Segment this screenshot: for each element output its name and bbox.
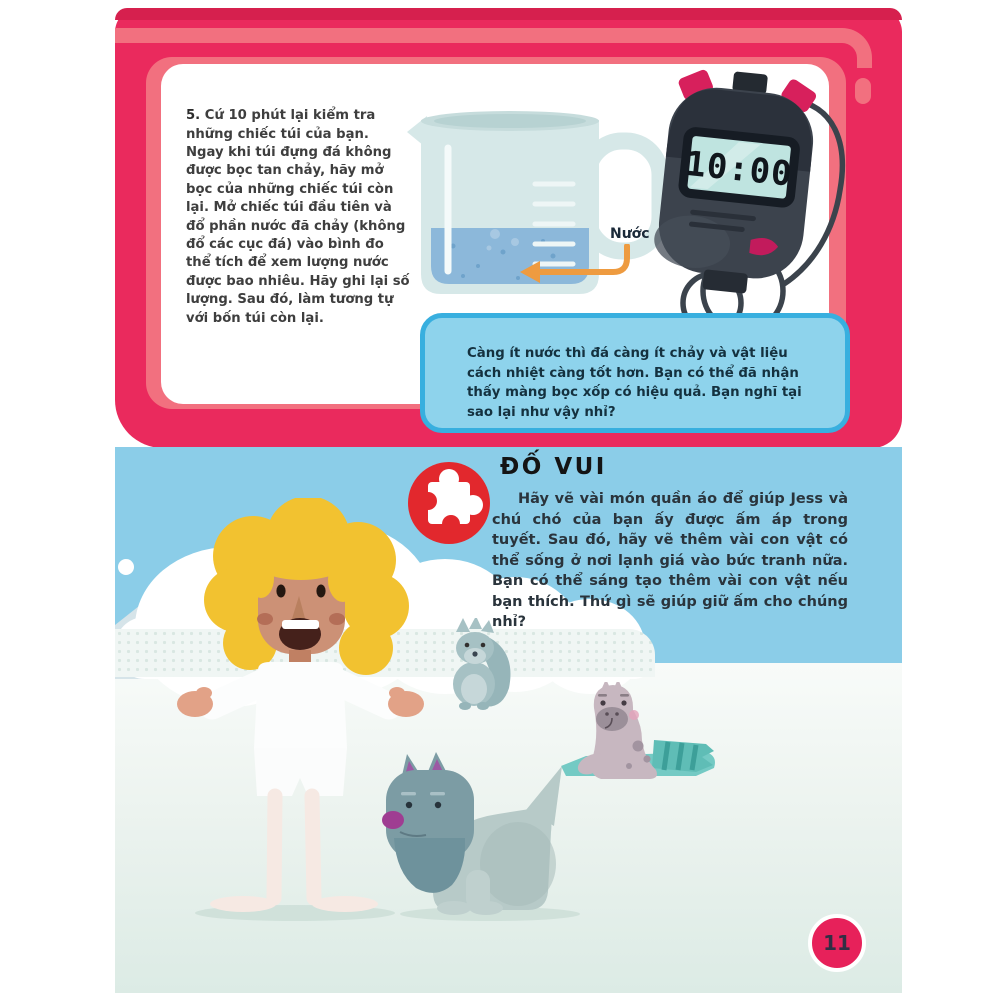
callout-text: Càng ít nước thì đá càng ít chảy và vật liệu cách nhiệt càng tốt hơn. Bạn có thể đã nhận thấy màng bọc xốp có hiệu quả. Bạn nghĩ tại sao lại như vậy nhỉ? (467, 346, 802, 420)
dog-illustration (378, 752, 573, 922)
seal-illustration (556, 682, 726, 792)
page-number: 11 (823, 931, 851, 955)
stopwatch-display: 10:00 (683, 143, 795, 195)
step-number: 5. (186, 108, 201, 124)
water-arrow-icon (518, 244, 640, 290)
page-number-badge (808, 914, 866, 972)
water-label: Nước (610, 226, 650, 242)
step-body: Cứ 10 phút lại kiểm tra những chiếc túi của bạn. Ngay khi túi đựng đá không được bọc tan chảy, hãy mở bọc của những chiếc túi còn lại. Mở chiếc túi đầu tiên và đổ phần nước đã chảy (không đổ các cục đá) vào bình đo thể tích để xem lượng nước được bao nhiêu. Hãy ghi lại số lượng. Sau đó, làm tương tự với bốn túi còn lại. (186, 108, 410, 326)
frame-top-strip (115, 8, 902, 20)
callout-box (420, 313, 850, 433)
stopwatch-body (650, 65, 820, 299)
instruction-step-5 (186, 107, 410, 328)
snowflake-dot (118, 559, 134, 575)
stopwatch-illustration (638, 58, 863, 338)
quiz-title: ĐỐ VUI (500, 454, 607, 480)
puzzle-icon (408, 462, 490, 544)
quiz-body: Hãy vẽ vài món quần áo để giúp Jess và chú chó của bạn ấy được ấm áp trong tuyết. Sau đó, hãy vẽ thêm vài con vật có thể sống ở nơi lạnh giá vào bức tranh nữa. Bạn có thể sáng tạo thêm vài con vật nếu bạn thích. Thứ gì sẽ giúp giữ ấm cho chúng nhỉ? (492, 491, 848, 630)
